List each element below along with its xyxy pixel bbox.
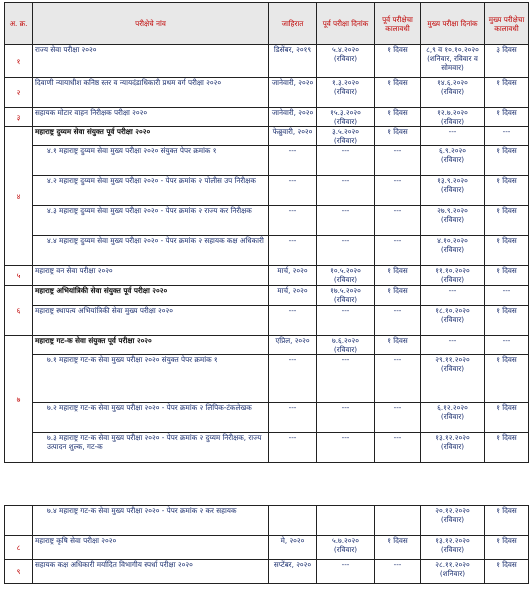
prelim-duration: ---: [375, 560, 421, 584]
prelim-date: [317, 560, 375, 584]
main-date-day: (रविवार): [440, 155, 465, 164]
advertisement-month: मार्च, २०२०: [269, 286, 317, 306]
main-date: [421, 506, 485, 536]
exam-name: महाराष्ट्र दुय्यम सेवा संयुक्त पूर्व परीक्षा २०२०: [33, 127, 269, 146]
table-row: [5, 336, 529, 355]
prelim-date-day: (रविवार): [333, 545, 358, 554]
serial-no: ६: [5, 286, 33, 336]
exam-name: महाराष्ट्र गट-क सेवा संयुक्त पूर्व परीक्षा २०२०: [33, 336, 269, 355]
main-date-value: १४.६.२०२०: [437, 78, 468, 87]
advertisement-month: डिसेंबर, २०१९: [269, 45, 317, 78]
prelim-date-value: ३.५.२०२०: [332, 127, 359, 136]
table-row: [5, 433, 529, 463]
main-duration: १ दिवस: [485, 146, 529, 176]
main-duration: १ दिवस: [485, 176, 529, 206]
table-row: [5, 306, 529, 336]
advertisement-month: फेब्रुवारी, २०२०: [269, 127, 317, 146]
prelim-duration: ---: [375, 236, 421, 266]
prelim-duration: १ दिवस: [375, 266, 421, 286]
exam-schedule-table: [4, 2, 529, 463]
header-serial-no: अ. क्र.: [5, 3, 33, 45]
prelim-date-value: ---: [341, 236, 350, 245]
serial-no: २: [5, 78, 33, 108]
main-date-day: (रविवार): [440, 87, 465, 96]
main-date-value: १३.१२.२०२०: [435, 433, 470, 442]
prelim-date-value: ---: [341, 433, 350, 442]
main-date: [421, 286, 485, 306]
serial-no: ७: [5, 336, 33, 463]
exam-name: ४.३ महाराष्ट्र दुय्यम सेवा मुख्य परीक्षा २०२० - पेपर क्रमांक २ राज्य कर निरीक्षक: [33, 206, 269, 236]
prelim-date-day: (रविवार): [333, 136, 358, 145]
advertisement-month: [269, 506, 317, 536]
main-date-value: ६.९.२०२०: [439, 146, 466, 155]
main-date: [421, 266, 485, 286]
table-row: [5, 536, 529, 560]
exam-name: ७.४ महाराष्ट्र गट-क सेवा मुख्य परीक्षा २०२० - पेपर क्रमांक २ कर सहायक: [33, 506, 269, 536]
table-row: [5, 206, 529, 236]
exam-name: ७.२ महाराष्ट्र गट-क सेवा मुख्य परीक्षा २०२० - पेपर क्रमांक २ लिपिक-टंकलेखक: [33, 403, 269, 433]
prelim-date-day: (रविवार): [333, 345, 358, 354]
exam-name: महाराष्ट्र अभियांत्रिकी सेवा संयुक्त पूर्व परीक्षा २०२०: [33, 286, 269, 306]
prelim-duration: १ दिवस: [375, 127, 421, 146]
header-main-duration: मुख्य परीक्षेचा कालावधी: [485, 3, 529, 45]
advertisement-month: एप्रिल, २०२०: [269, 336, 317, 355]
main-date: [421, 206, 485, 236]
table-row: [5, 560, 529, 584]
prelim-date-value: ५.४.२०२०: [332, 45, 359, 54]
prelim-duration: ---: [375, 206, 421, 236]
main-date-value: ---: [448, 286, 457, 295]
prelim-date: [317, 78, 375, 108]
prelim-duration: ---: [375, 355, 421, 403]
main-date-value: ४.१०.२०२०: [437, 236, 468, 245]
prelim-duration: १ दिवस: [375, 286, 421, 306]
exam-schedule-table-continued: [4, 505, 529, 584]
prelim-date: [317, 536, 375, 560]
serial-no: १: [5, 45, 33, 78]
table-row: [5, 127, 529, 146]
main-date-day: (शनिवार): [439, 569, 466, 578]
prelim-date-value: ---: [341, 306, 350, 315]
main-date: [421, 146, 485, 176]
main-date-value: ---: [448, 127, 457, 136]
main-date: [421, 560, 485, 584]
table-row: [5, 355, 529, 403]
table-row: [5, 266, 529, 286]
prelim-date: [317, 45, 375, 78]
main-duration: १ दिवस: [485, 108, 529, 127]
table-row: [5, 403, 529, 433]
advertisement-month: ---: [269, 433, 317, 463]
prelim-duration: १ दिवस: [375, 108, 421, 127]
exam-name: दिवाणी न्यायाधीश कनिष्ठ स्तर व न्यायदंडाधिकारी प्रथम वर्ग परीक्षा २०२०: [33, 78, 269, 108]
main-date-day: (रविवार): [440, 412, 465, 421]
exam-name: ७.१ महाराष्ट्र गट-क सेवा मुख्य परीक्षा २०२० संयुक्त पेपर क्रमांक १: [33, 355, 269, 403]
prelim-duration: १ दिवस: [375, 536, 421, 560]
main-duration: १ दिवस: [485, 506, 529, 536]
main-date: [421, 78, 485, 108]
advertisement-month: ---: [269, 306, 317, 336]
prelim-duration: १ दिवस: [375, 336, 421, 355]
main-duration: १ दिवस: [485, 266, 529, 286]
main-date: [421, 403, 485, 433]
prelim-date: [317, 506, 375, 536]
advertisement-month: जानेवारी, २०२०: [269, 108, 317, 127]
exam-name: ४.१ महाराष्ट्र दुय्यम सेवा मुख्य परीक्षा २०२० संयुक्त पेपर क्रमांक १: [33, 146, 269, 176]
serial-no: ४: [5, 127, 33, 266]
page-gap: [0, 478, 532, 505]
prelim-date: [317, 336, 375, 355]
main-date-day: (रविवार): [440, 364, 465, 373]
advertisement-month: मे, २०२०: [269, 536, 317, 560]
prelim-duration: ---: [375, 306, 421, 336]
main-duration: १ दिवस: [485, 433, 529, 463]
prelim-date-value: ---: [341, 176, 350, 185]
main-date-day: (रविवार): [440, 185, 465, 194]
exam-name: सहायक मोटार वाहन निरीक्षक परीक्षा २०२०: [33, 108, 269, 127]
main-date-day: (रविवार): [440, 545, 465, 554]
main-date-day: (रविवार): [440, 442, 465, 451]
main-date-day: (रविवार): [440, 215, 465, 224]
serial-no: [5, 506, 33, 536]
header-advertisement: जाहिरात: [269, 3, 317, 45]
main-duration: १ दिवस: [485, 306, 529, 336]
prelim-date-value: ---: [341, 146, 350, 155]
main-date-value: १३.१२.२०२०: [435, 536, 470, 545]
prelim-date-value: १.३.२०२०: [332, 78, 359, 87]
main-date: [421, 45, 485, 78]
main-date-day: (रविवार): [440, 117, 465, 126]
main-date: [421, 433, 485, 463]
main-duration: १ दिवस: [485, 236, 529, 266]
advertisement-month: मार्च, २०२०: [269, 266, 317, 286]
main-date: [421, 127, 485, 146]
main-date-day: (शनिवार, रविवार व सोमवार): [427, 54, 478, 72]
main-date-value: २९.११.२०२०: [435, 355, 470, 364]
main-date-value: २७.९.२०२०: [437, 206, 468, 215]
header-prelim-date: पूर्व परीक्षा दिनांक: [317, 3, 375, 45]
advertisement-month: जानेवारी, २०२०: [269, 78, 317, 108]
main-date-value: ---: [448, 336, 457, 345]
main-date: [421, 236, 485, 266]
main-duration: ---: [485, 336, 529, 355]
table-header-row: [5, 3, 529, 45]
header-exam-name: परीक्षेचे नांव: [33, 3, 269, 45]
table-row: [5, 108, 529, 127]
serial-no: ८: [5, 536, 33, 560]
table-row: [5, 146, 529, 176]
prelim-date: [317, 108, 375, 127]
table-row: [5, 236, 529, 266]
main-date-value: १८.१०.२०२०: [435, 306, 470, 315]
prelim-date-value: १५.३.२०२०: [330, 108, 361, 117]
exam-name: राज्य सेवा परीक्षा २०२०: [33, 45, 269, 78]
exam-name: सहायक कक्ष अधिकारी मर्यादित विभागीय स्पर्धा परीक्षा २०२०: [33, 560, 269, 584]
prelim-date-value: ---: [341, 403, 350, 412]
prelim-duration: १ दिवस: [375, 45, 421, 78]
main-date-value: २८.११.२०२०: [435, 560, 470, 569]
serial-no: ५: [5, 266, 33, 286]
exam-name: ४.२ महाराष्ट्र दुय्यम सेवा मुख्य परीक्षा २०२० - पेपर क्रमांक २ पोलीस उप निरीक्षक: [33, 176, 269, 206]
main-duration: १ दिवस: [485, 206, 529, 236]
prelim-date-day: (रविवार): [333, 295, 358, 304]
serial-no: ३: [5, 108, 33, 127]
main-date-value: १२.७.२०२०: [437, 108, 468, 117]
prelim-date-value: ---: [341, 560, 350, 569]
main-date-day: (रविवार): [440, 315, 465, 324]
exam-name: ४.४ महाराष्ट्र दुय्यम सेवा मुख्य परीक्षा २०२० - पेपर क्रमांक २ सहायक कक्ष अधिकारी: [33, 236, 269, 266]
advertisement-month: ---: [269, 236, 317, 266]
main-duration: ३ दिवस: [485, 45, 529, 78]
main-date-value: ११.१०.२०२०: [435, 266, 470, 275]
advertisement-month: ---: [269, 176, 317, 206]
table-row: [5, 286, 529, 306]
prelim-date-day: (रविवार): [333, 275, 358, 284]
prelim-date: [317, 266, 375, 286]
main-date: [421, 176, 485, 206]
main-date-value: २०.१२.२०२०: [435, 506, 470, 515]
prelim-date: [317, 146, 375, 176]
prelim-date-value: ---: [341, 355, 350, 364]
prelim-date: [317, 403, 375, 433]
main-date-day: (रविवार): [440, 245, 465, 254]
advertisement-month: ---: [269, 146, 317, 176]
table-row: [5, 45, 529, 78]
header-prelim-duration: पूर्व परीक्षेचा कालावधी: [375, 3, 421, 45]
advertisement-month: सप्टेंबर, २०२०: [269, 560, 317, 584]
main-duration: १ दिवस: [485, 355, 529, 403]
main-date-day: (रविवार): [440, 275, 465, 284]
main-date: [421, 306, 485, 336]
prelim-date-value: ७.६.२०२०: [332, 336, 359, 345]
header-main-date: मुख्य परीक्षा दिनांक: [421, 3, 485, 45]
prelim-date: [317, 306, 375, 336]
main-date-value: ८,९ व १०.१०.२०२०: [426, 45, 479, 54]
advertisement-month: ---: [269, 206, 317, 236]
main-date: [421, 536, 485, 560]
prelim-duration: [375, 506, 421, 536]
prelim-date: [317, 286, 375, 306]
main-date-value: १३.९.२०२०: [437, 176, 468, 185]
main-duration: १ दिवस: [485, 560, 529, 584]
prelim-duration: ---: [375, 146, 421, 176]
exam-name: महाराष्ट्र स्थापत्य अभियांत्रिकी सेवा मुख्य परीक्षा २०२०: [33, 306, 269, 336]
prelim-duration: ---: [375, 403, 421, 433]
advertisement-month: ---: [269, 355, 317, 403]
main-duration: ---: [485, 286, 529, 306]
prelim-date-value: ५.७.२०२०: [332, 536, 359, 545]
main-date: [421, 355, 485, 403]
exam-name: महाराष्ट्र कृषि सेवा परीक्षा २०२०: [33, 536, 269, 560]
prelim-date: [317, 433, 375, 463]
main-duration: ---: [485, 127, 529, 146]
prelim-date-day: (रविवार): [333, 87, 358, 96]
exam-name: महाराष्ट्र वन सेवा परीक्षा २०२०: [33, 266, 269, 286]
prelim-date-value: १०.५.२०२०: [330, 266, 361, 275]
main-duration: १ दिवस: [485, 536, 529, 560]
prelim-date-value: १७.५.२०२०: [330, 286, 361, 295]
prelim-date: [317, 206, 375, 236]
prelim-duration: ---: [375, 176, 421, 206]
prelim-date-day: (रविवार): [333, 54, 358, 63]
main-date-day: (रविवार): [440, 515, 465, 524]
prelim-date: [317, 127, 375, 146]
prelim-date: [317, 176, 375, 206]
table-body-continued: [5, 506, 529, 584]
exam-name: ७.३ महाराष्ट्र गट-क सेवा मुख्य परीक्षा २०२० - पेपर क्रमांक २ दुय्यम निरीक्षक, राज्य उत्पादन शुल्क, गट-क: [33, 433, 269, 463]
serial-no: ९: [5, 560, 33, 584]
prelim-date: [317, 355, 375, 403]
table-row: [5, 176, 529, 206]
main-date: [421, 108, 485, 127]
prelim-duration: १ दिवस: [375, 78, 421, 108]
prelim-date: [317, 236, 375, 266]
main-duration: १ दिवस: [485, 403, 529, 433]
main-date-value: ६.१२.२०२०: [437, 403, 468, 412]
advertisement-month: ---: [269, 403, 317, 433]
table-row: [5, 506, 529, 536]
prelim-date-day: (रविवार): [333, 117, 358, 126]
prelim-date-value: ---: [341, 206, 350, 215]
table-body-main: [5, 45, 529, 463]
main-duration: १ दिवस: [485, 78, 529, 108]
main-date: [421, 336, 485, 355]
table-row: [5, 78, 529, 108]
prelim-duration: ---: [375, 433, 421, 463]
